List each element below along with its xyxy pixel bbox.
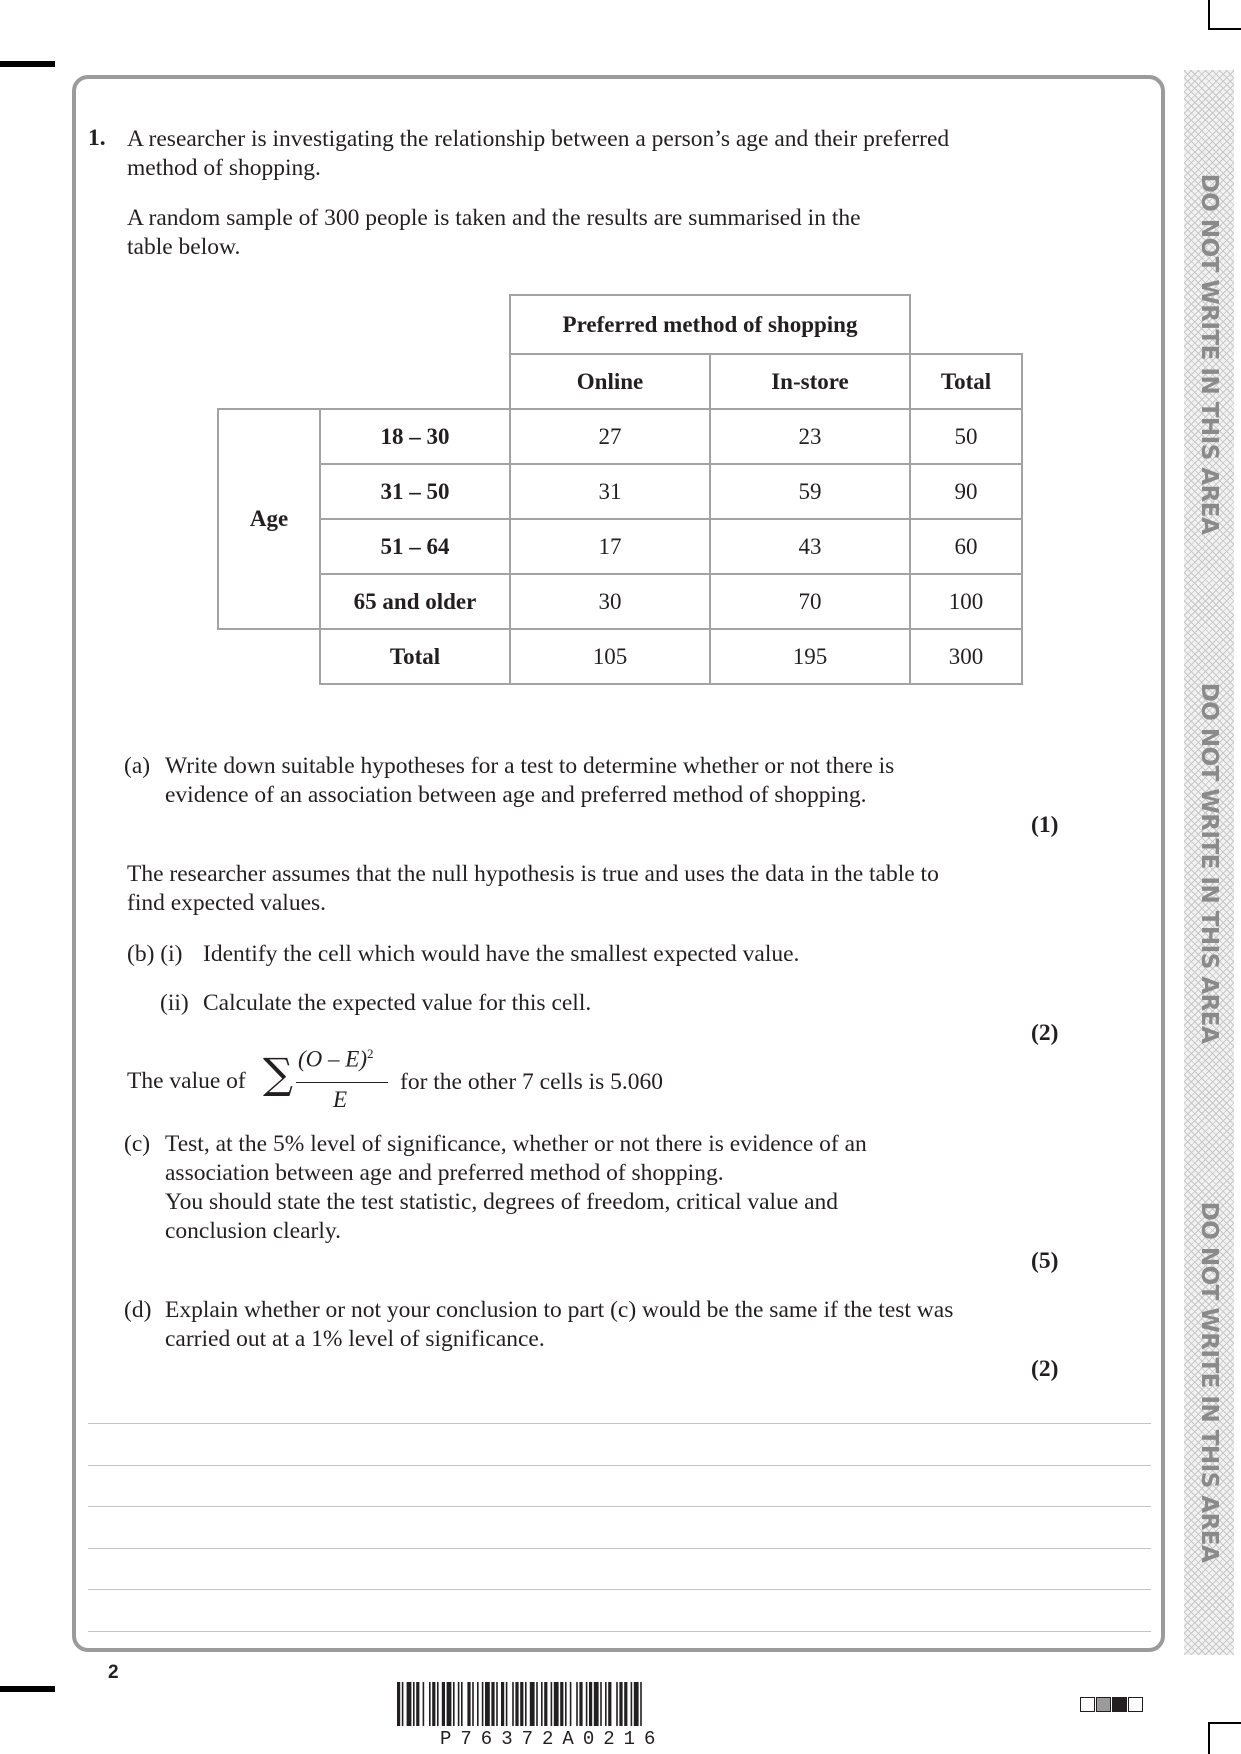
cell-value: 43 [710, 519, 910, 574]
answer-line[interactable] [88, 1465, 1151, 1466]
cell-value: 23 [710, 409, 910, 464]
table-row [218, 519, 1022, 574]
crop-mark [1208, 28, 1241, 30]
fraction-bar [296, 1082, 388, 1083]
cell-value: 300 [910, 629, 1022, 684]
formula-prefix: The value of [127, 1068, 246, 1094]
sigma-symbol: ∑ [263, 1049, 293, 1098]
formula-denominator: E [333, 1087, 348, 1112]
answer-line[interactable] [88, 1631, 1151, 1632]
answer-line[interactable] [88, 1589, 1151, 1590]
part-c-text: association between age and preferred method of shopping. [165, 1160, 724, 1186]
part-d-text: carried out at a 1% level of significance. [165, 1326, 545, 1352]
cell-value: 100 [910, 574, 1022, 629]
formula-numerator-text: (O – E) [298, 1046, 367, 1072]
cell-value: 195 [710, 629, 910, 684]
answer-line[interactable] [88, 1506, 1151, 1507]
row-label: Total [320, 629, 510, 684]
part-c-label: (c) [124, 1131, 151, 1157]
row-label: 51 – 64 [320, 519, 510, 574]
formula-numerator [298, 1046, 373, 1073]
margin-warning: DO NOT WRITE IN THIS AREA [1196, 1201, 1222, 1563]
table-group-header: Preferred method of shopping [510, 295, 910, 354]
sample-description: table below. [127, 234, 241, 260]
part-a-marks: (1) [1031, 812, 1059, 838]
crop-mark [1208, 1722, 1210, 1754]
part-c-text: conclusion clearly. [165, 1218, 341, 1244]
barcode-number: P76372A0216 [440, 1728, 665, 1750]
cell-value: 70 [710, 574, 910, 629]
cell-value: 50 [910, 409, 1022, 464]
square-icon [1128, 1697, 1143, 1712]
part-b-ii-label: (ii) [160, 990, 189, 1016]
part-b-label: (b) (i) [127, 941, 183, 967]
row-label: 18 – 30 [320, 409, 510, 464]
part-c-marks: (5) [1031, 1248, 1059, 1274]
cell-value: 60 [910, 519, 1022, 574]
cell-value: 27 [510, 409, 710, 464]
crop-mark [1208, 0, 1210, 30]
column-header-total: Total [910, 354, 1022, 409]
square-icon [1096, 1697, 1111, 1712]
part-a-text: Write down suitable hypotheses for a test to determine whether or not there is [165, 753, 895, 779]
page-marker-squares [1080, 1697, 1143, 1712]
cell-value: 59 [710, 464, 910, 519]
part-a-text: evidence of an association between age and preferred method of shopping. [165, 782, 867, 808]
researcher-text: The researcher assumes that the null hypothesis is true and uses the data in the table to [127, 861, 939, 887]
crop-mark [0, 61, 55, 67]
part-a-label: (a) [124, 753, 151, 779]
part-d-marks: (2) [1031, 1356, 1059, 1382]
row-label: 65 and older [320, 574, 510, 629]
question-intro: A researcher is investigating the relationship between a person’s age and their preferred [127, 126, 950, 152]
table-row [218, 574, 1022, 629]
page-number: 2 [108, 1662, 119, 1683]
question-number: 1. [88, 125, 106, 151]
table-total-row [218, 629, 1022, 684]
cell-value: 30 [510, 574, 710, 629]
part-d-label: (d) [124, 1297, 152, 1323]
part-b-i-text: Identify the cell which would have the smallest expected value. [203, 941, 800, 967]
answer-line[interactable] [88, 1548, 1151, 1549]
cell-value: 17 [510, 519, 710, 574]
row-label: 31 – 50 [320, 464, 510, 519]
barcode-icon [397, 1682, 843, 1726]
crop-mark [1208, 1722, 1241, 1724]
sample-description: A random sample of 300 people is taken and the results are summarised in the [127, 205, 861, 231]
cell-value: 105 [510, 629, 710, 684]
cell-value: 31 [510, 464, 710, 519]
margin-warning: DO NOT WRITE IN THIS AREA [1196, 173, 1222, 535]
researcher-text: find expected values. [127, 890, 327, 916]
part-b-ii-text: Calculate the expected value for this cell. [203, 990, 592, 1016]
square-icon [1080, 1697, 1095, 1712]
crop-mark [0, 1686, 55, 1692]
formula-suffix: for the other 7 cells is 5.060 [400, 1069, 664, 1095]
cell-value: 90 [910, 464, 1022, 519]
contingency-table [217, 294, 1023, 685]
age-label: Age [218, 409, 320, 629]
part-d-text: Explain whether or not your conclusion to part (c) would be the same if the test was [165, 1297, 954, 1323]
part-c-text: You should state the test statistic, degrees of freedom, critical value and [165, 1189, 839, 1215]
margin-warning: DO NOT WRITE IN THIS AREA [1196, 682, 1222, 1044]
square-icon [1112, 1697, 1127, 1712]
column-header-instore: In-store [710, 354, 910, 409]
answer-line[interactable] [88, 1423, 1151, 1424]
question-intro: method of shopping. [127, 155, 321, 181]
table-row [218, 409, 1022, 464]
part-b-marks: (2) [1031, 1020, 1059, 1046]
part-c-text: Test, at the 5% level of significance, whether or not there is evidence of an [165, 1131, 867, 1157]
formula-exponent: 2 [366, 1046, 374, 1061]
column-header-online: Online [510, 354, 710, 409]
table-row [218, 464, 1022, 519]
